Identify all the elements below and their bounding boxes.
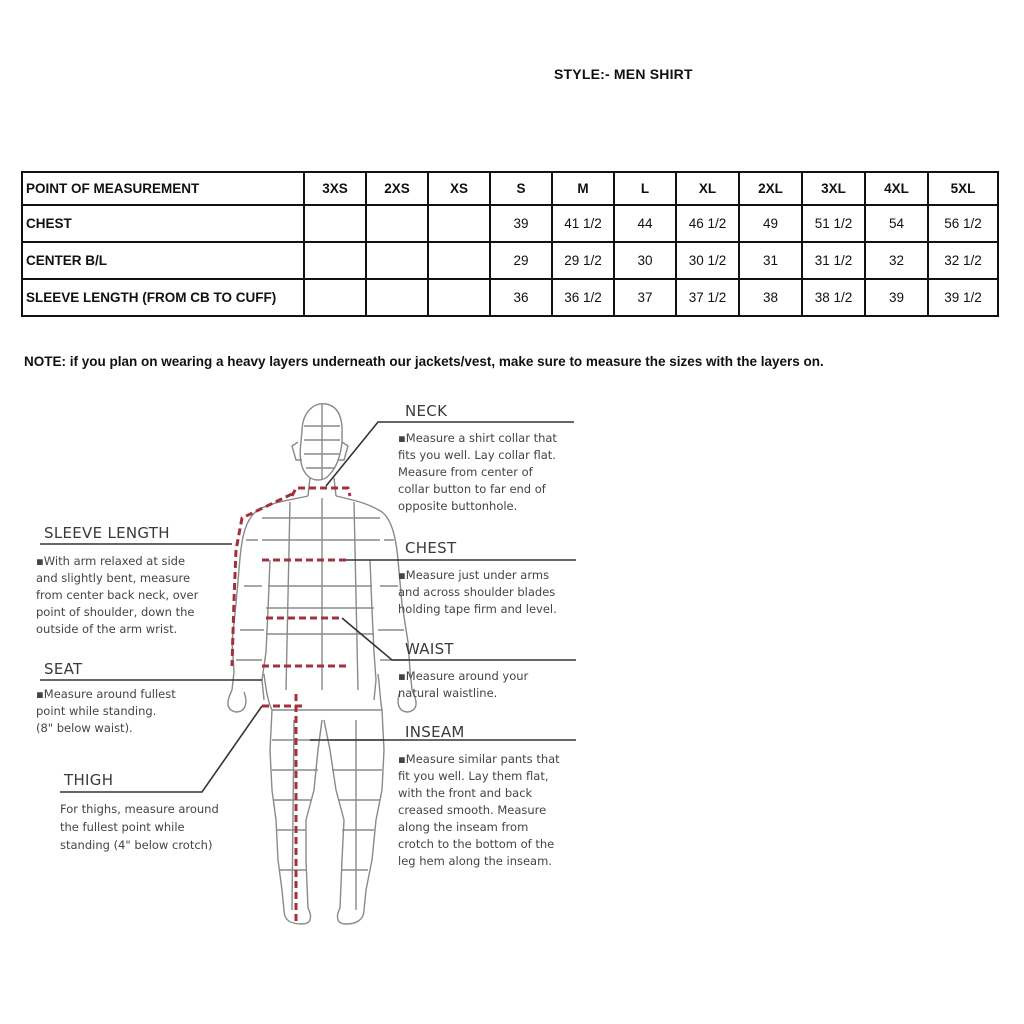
measurement-value-cell: 29 1/2 (552, 242, 614, 279)
neck-description: ▪ Measure a shirt collar that fits you well. Lay collar flat. Measure from center of collar button to far end of opposite buttonhole. (398, 430, 557, 515)
table-row (22, 242, 998, 279)
measurement-value-cell: 29 (490, 242, 552, 279)
table-row (22, 205, 998, 242)
measurement-guide (0, 390, 1024, 990)
measurement-lines (232, 488, 350, 924)
header-size-5xl: 5XL (928, 172, 998, 205)
waist-leader (342, 618, 576, 660)
neck-measure-line (292, 488, 350, 496)
measurement-value-cell: 31 1/2 (802, 242, 865, 279)
measurement-point-cell: CHEST (22, 205, 304, 242)
measurement-value-cell: 37 (614, 279, 676, 316)
sizing-note: NOTE: if you plan on wearing a heavy layers underneath our jackets/vest, make sure to measure the sizes with the layers on. (24, 354, 824, 369)
measurement-value-cell: 56 1/2 (928, 205, 998, 242)
measurement-value-cell: 39 (865, 279, 928, 316)
thigh-description: For thighs, measure around the fullest point while standing (4" below crotch) (60, 802, 219, 852)
measurement-value-cell: 44 (614, 205, 676, 242)
waist-label: WAIST (405, 640, 454, 658)
neck-label: NECK (405, 402, 448, 420)
chest-label: CHEST (405, 539, 457, 557)
measurement-value-cell (428, 205, 490, 242)
chest-description: ▪ Measure just under arms and across shoulder blades holding tape firm and level. (398, 567, 557, 618)
measurement-value-cell: 36 1/2 (552, 279, 614, 316)
measurement-value-cell: 54 (865, 205, 928, 242)
waist-description: ▪ Measure around your natural waistline. (398, 668, 528, 702)
measurement-value-cell: 51 1/2 (802, 205, 865, 242)
measurement-value-cell: 49 (739, 205, 802, 242)
measurement-value-cell (366, 242, 428, 279)
measurement-value-cell: 32 1/2 (928, 242, 998, 279)
thigh-label: THIGH (64, 771, 114, 789)
sleeve-length-label: SLEEVE LENGTH (44, 524, 170, 542)
size-chart-table (21, 171, 999, 317)
header-size-2xs: 2XS (366, 172, 428, 205)
header-size-m: M (552, 172, 614, 205)
table-row (22, 279, 998, 316)
measurement-value-cell: 31 (739, 242, 802, 279)
style-title: STYLE:- MEN SHIRT (554, 66, 693, 82)
measurement-value-cell (366, 205, 428, 242)
measurement-value-cell: 46 1/2 (676, 205, 739, 242)
table-header-row (22, 172, 998, 205)
measurement-value-cell: 39 (490, 205, 552, 242)
measurement-point-cell: CENTER B/L (22, 242, 304, 279)
inseam-description: ▪ Measure similar pants that fit you well. Lay them flat, with the front and back creased smooth. Measure along the inseam from crotch to the bottom of the leg hem along the inseam. (398, 751, 560, 870)
measurement-value-cell: 38 (739, 279, 802, 316)
measurement-value-cell (304, 205, 366, 242)
header-size-xl: XL (676, 172, 739, 205)
header-size-3xs: 3XS (304, 172, 366, 205)
seat-label: SEAT (44, 660, 83, 678)
measurement-value-cell: 32 (865, 242, 928, 279)
measurement-value-cell: 41 1/2 (552, 205, 614, 242)
measurement-value-cell (428, 242, 490, 279)
seat-description: ▪ Measure around fullest point while standing. (8" below waist). (36, 686, 176, 737)
measurement-point-cell: SLEEVE LENGTH (FROM CB TO CUFF) (22, 279, 304, 316)
inseam-label: INSEAM (405, 723, 465, 741)
sleeve-length-description: ▪ With arm relaxed at side and slightly bent, measure from center back neck, over point of shoulder, down the outside of the arm wrist. (36, 553, 198, 638)
measurement-value-cell: 38 1/2 (802, 279, 865, 316)
header-size-2xl: 2XL (739, 172, 802, 205)
measurement-value-cell: 39 1/2 (928, 279, 998, 316)
measurement-value-cell (366, 279, 428, 316)
measurement-value-cell: 37 1/2 (676, 279, 739, 316)
header-size-l: L (614, 172, 676, 205)
header-size-4xl: 4XL (865, 172, 928, 205)
header-size-xs: XS (428, 172, 490, 205)
measurement-value-cell (304, 279, 366, 316)
measurement-value-cell: 36 (490, 279, 552, 316)
human-figure (228, 404, 416, 924)
measurement-value-cell (428, 279, 490, 316)
measurement-value-cell: 30 (614, 242, 676, 279)
measurement-value-cell (304, 242, 366, 279)
header-point-of-measurement: POINT OF MEASUREMENT (22, 172, 304, 205)
measurement-value-cell: 30 1/2 (676, 242, 739, 279)
header-size-s: S (490, 172, 552, 205)
sleeve-measure-line (232, 494, 292, 666)
header-size-3xl: 3XL (802, 172, 865, 205)
